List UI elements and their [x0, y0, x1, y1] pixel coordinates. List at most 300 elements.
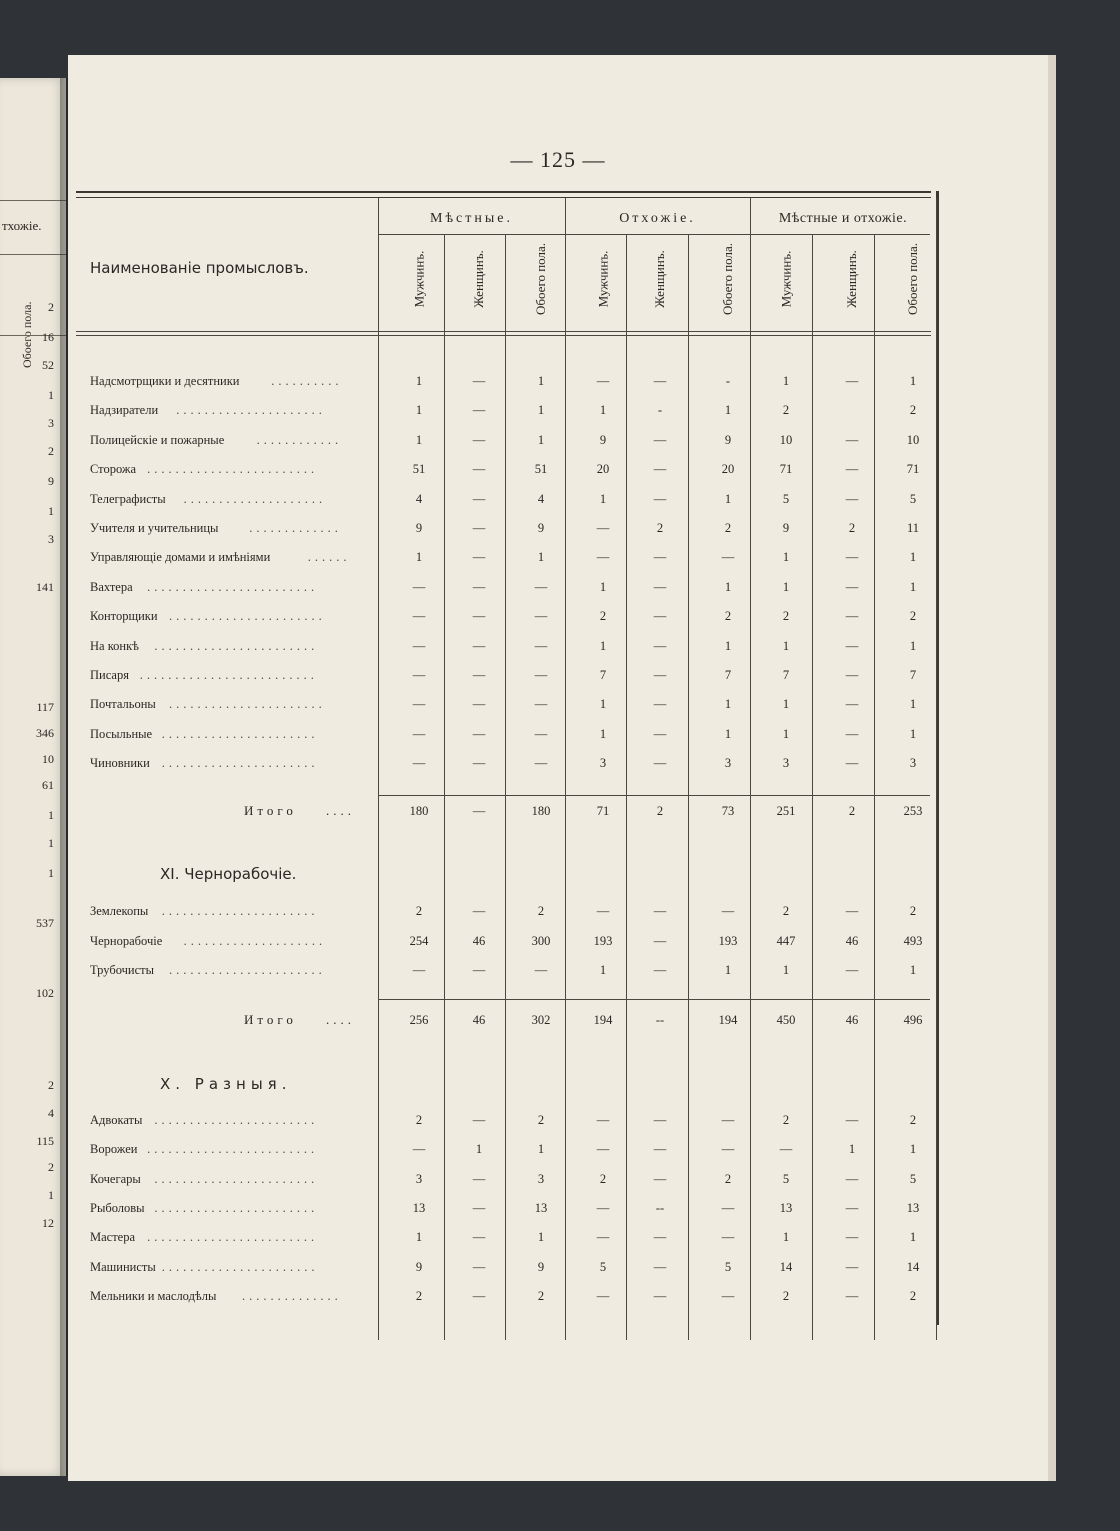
cell-value: — [845, 1259, 859, 1274]
cell-value: 1 [599, 963, 607, 977]
row-name: Адвокаты [90, 1113, 143, 1127]
cell-value: — [472, 462, 486, 477]
cell-value: 3 [599, 756, 607, 771]
row-name: Надзиратели [90, 403, 159, 418]
cell-value: — [472, 1230, 486, 1245]
total-value: 180 [409, 804, 429, 818]
total-value: 496 [903, 1013, 923, 1027]
table-row [68, 400, 1048, 422]
cell-value: — [845, 904, 859, 918]
cell-value: — [472, 1200, 486, 1215]
cell-value: — [779, 1142, 793, 1157]
cell-value: — [412, 638, 426, 653]
subtotal-rule-1 [378, 795, 930, 796]
sub-header [715, 235, 741, 323]
leader-dots: ....................... [154, 638, 319, 653]
cell-value: — [721, 1142, 735, 1157]
left-page-number: 3 [48, 416, 54, 430]
left-page-number: 141 [36, 580, 54, 594]
cell-value: -- [655, 1200, 665, 1215]
cell-value: 2 [909, 609, 917, 624]
sub-header [528, 235, 554, 323]
cell-value: — [721, 1230, 735, 1245]
cell-value: 2 [724, 609, 732, 624]
cell-value: 10 [779, 432, 793, 447]
cell-value: 493 [903, 933, 923, 948]
row-name: Вахтера [90, 579, 133, 594]
sub-header-text: Женщинъ. [844, 250, 859, 308]
cell-value: 4 [415, 491, 423, 506]
cell-value: — [653, 963, 667, 977]
cell-value: 1 [415, 403, 423, 418]
cell-value: — [472, 963, 486, 977]
cell-value: 3 [782, 756, 790, 771]
total-value: 2 [656, 804, 664, 818]
cell-value: — [534, 638, 548, 653]
cell-value: — [412, 697, 426, 712]
cell-value: — [472, 521, 486, 535]
total-label: Итого [244, 1012, 297, 1027]
sub-header [647, 235, 673, 323]
cell-value: 1 [909, 726, 917, 741]
left-page-number: 115 [36, 1134, 54, 1148]
left-page-number: 117 [36, 700, 54, 714]
left-page-number: 4 [48, 1106, 54, 1120]
cell-value: — [653, 904, 667, 918]
cell-value: 7 [599, 668, 607, 682]
cell-value: - [725, 374, 731, 388]
table-row [68, 724, 1048, 746]
cell-value: 2 [537, 1113, 545, 1127]
left-page-number: 1 [48, 836, 54, 850]
leader-dots: ....................... [154, 1113, 319, 1127]
cell-value: 46 [845, 933, 859, 948]
cell-value: 1 [415, 432, 423, 447]
left-page-number: 10 [42, 752, 54, 766]
leader-dots: ...... [307, 550, 351, 565]
left-page-fragment [0, 78, 66, 1476]
left-page-number: 102 [36, 986, 54, 1000]
cell-value: — [596, 1288, 610, 1303]
cell-value: 2 [782, 1288, 790, 1303]
cell-value: — [845, 1200, 859, 1215]
cell-value: 2 [782, 609, 790, 624]
cell-value: — [653, 609, 667, 624]
cell-value: — [845, 550, 859, 565]
cell-value: — [472, 491, 486, 506]
cell-value: 1 [909, 550, 917, 565]
group-header: Мѣстные. [430, 211, 513, 226]
cell-value: 7 [909, 668, 917, 682]
cell-value: 1 [909, 638, 917, 653]
cell-value: — [472, 1259, 486, 1274]
cell-value: 9 [724, 432, 732, 447]
sub-header-text: Обоего пола. [533, 243, 549, 315]
cell-value: 13 [412, 1200, 426, 1215]
leader-dots: ........................ [147, 1142, 319, 1157]
cell-value: — [845, 432, 859, 447]
leader-dots: .................... [183, 933, 327, 948]
cell-value: 1 [599, 638, 607, 653]
total-value: 180 [531, 804, 551, 818]
cell-value: — [653, 933, 667, 948]
table-row [68, 931, 1048, 953]
row-name: На конкѣ [90, 638, 139, 653]
sub-header-text: Мужчинъ. [411, 250, 426, 308]
cell-value: 2 [909, 904, 917, 918]
cell-value: 1 [782, 963, 790, 977]
cell-value: 9 [599, 432, 607, 447]
leader-dots: ............. [249, 521, 342, 535]
cell-value: — [472, 1113, 486, 1127]
leader-dots: ......................... [139, 668, 318, 682]
cell-value: — [653, 491, 667, 506]
cell-value: 1 [599, 491, 607, 506]
cell-value: 2 [656, 521, 664, 535]
left-page-number: 16 [42, 330, 54, 344]
cell-value: — [534, 668, 548, 682]
left-page-number: 1 [48, 504, 54, 518]
cell-value: 9 [537, 1259, 545, 1274]
cell-value: — [845, 609, 859, 624]
row-name: Конторщики [90, 609, 158, 624]
cell-value: 1 [724, 403, 732, 418]
cell-value: 1 [909, 963, 917, 977]
total-value: 194 [718, 1013, 738, 1027]
total-value: — [472, 804, 486, 818]
cell-value: — [472, 697, 486, 712]
cell-value: 9 [415, 521, 423, 535]
cell-value: — [596, 1200, 610, 1215]
left-page-number: 12 [42, 1216, 54, 1230]
cell-value: 300 [531, 933, 551, 948]
table-row [68, 753, 1048, 775]
sub-header-text: Женщинъ. [471, 250, 486, 308]
leader-dots: ........................ [147, 462, 319, 477]
cell-value: 71 [779, 462, 793, 477]
table-row [68, 1139, 1048, 1161]
cell-value: 2 [848, 521, 856, 535]
table-row [68, 459, 1048, 481]
cell-value: 1 [537, 374, 545, 388]
total-value: 46 [845, 1013, 859, 1027]
sub-header [900, 235, 926, 323]
leader-dots: ............ [256, 432, 343, 447]
cell-value: 5 [782, 491, 790, 506]
cell-value: — [534, 609, 548, 624]
cell-value: — [412, 756, 426, 771]
cell-value: 1 [724, 638, 732, 653]
row-name: Машинисты [90, 1259, 156, 1274]
cell-value: 2 [909, 1288, 917, 1303]
total-value: 71 [596, 804, 610, 818]
total-value: 46 [472, 1013, 486, 1027]
table-row [68, 1227, 1048, 1249]
cell-value: — [845, 491, 859, 506]
cell-value: 9 [415, 1259, 423, 1274]
header-bottom-rule [76, 331, 931, 332]
cell-value: — [472, 726, 486, 741]
cell-value: — [534, 756, 548, 771]
cell-value: 1 [724, 963, 732, 977]
cell-value: 1 [782, 1230, 790, 1245]
cell-value: 5 [724, 1259, 732, 1274]
table-row [68, 489, 1048, 511]
left-page-rotated-header: Обоего пола. [20, 301, 34, 368]
cell-value: — [653, 1288, 667, 1303]
cell-value: — [653, 462, 667, 477]
table-row [68, 960, 1048, 982]
sub-header-text: Женщинъ. [652, 250, 667, 308]
table-row [68, 1110, 1048, 1132]
cell-value: — [653, 1259, 667, 1274]
sub-header [466, 235, 492, 323]
cell-value: — [845, 1230, 859, 1245]
left-page-rule [0, 335, 66, 336]
cell-value: — [412, 963, 426, 977]
cell-value: 11 [906, 521, 920, 535]
row-name: Мастера [90, 1230, 136, 1245]
leader-dots: ...................... [169, 697, 326, 712]
cell-value: 4 [537, 491, 545, 506]
cell-value: — [653, 1230, 667, 1245]
cell-value: - [657, 403, 663, 418]
row-name: Управляющіе домами и имѣніями [90, 550, 271, 565]
row-name: Сторожа [90, 462, 137, 477]
left-page-number: 1 [48, 808, 54, 822]
cell-value: 1 [782, 697, 790, 712]
cell-value: — [472, 579, 486, 594]
total-label: Итого [244, 803, 297, 818]
row-name: Посыльные [90, 726, 153, 741]
left-page-number: 346 [36, 726, 54, 740]
leader-dots: ........................ [147, 579, 319, 594]
subtotal-rule-2 [378, 999, 930, 1000]
cell-value: — [472, 904, 486, 918]
cell-value: 1 [415, 550, 423, 565]
total-value: 194 [593, 1013, 613, 1027]
cell-value: 1 [537, 1142, 545, 1157]
table-row [68, 518, 1048, 540]
cell-value: — [845, 638, 859, 653]
leader-dots: ....................... [154, 1171, 319, 1186]
table-row [68, 1286, 1048, 1308]
cell-value: — [845, 1171, 859, 1186]
total-value: -- [655, 1013, 665, 1027]
total-value: 2 [848, 804, 856, 818]
sub-header-text: Обоего пола. [720, 243, 736, 315]
left-page-number: 1 [48, 388, 54, 402]
left-page-rule [0, 200, 66, 201]
total-value: 253 [903, 804, 923, 818]
cell-value: — [534, 579, 548, 594]
left-page-number: 61 [42, 778, 54, 792]
cell-value: — [721, 1113, 735, 1127]
left-page-number: 2 [48, 1160, 54, 1174]
left-page-number: 2 [48, 1078, 54, 1092]
cell-value: — [596, 1113, 610, 1127]
cell-value: 1 [724, 491, 732, 506]
cell-value: 1 [782, 579, 790, 594]
row-name: Телеграфисты [90, 491, 166, 506]
cell-value: — [845, 462, 859, 477]
name-column-header: Наименованіе промысловъ. [90, 259, 309, 277]
cell-value: 1 [599, 403, 607, 418]
leader-dots: .... [326, 1012, 355, 1027]
cell-value: 20 [596, 462, 610, 477]
table-row [68, 577, 1048, 599]
section-title-various: X. Разныя. [160, 1075, 292, 1093]
leader-dots: .............. [242, 1288, 342, 1303]
cell-value: 2 [782, 904, 790, 918]
cell-value: 1 [782, 374, 790, 388]
cell-value: 1 [909, 697, 917, 712]
cell-value: — [845, 668, 859, 682]
cell-value: 2 [415, 1288, 423, 1303]
cell-value: 3 [415, 1171, 423, 1186]
cell-value: 1 [415, 1230, 423, 1245]
cell-value: — [472, 756, 486, 771]
cell-value: — [653, 550, 667, 565]
table-row [68, 371, 1048, 393]
cell-value: 1 [909, 374, 917, 388]
cell-value: 1 [724, 579, 732, 594]
cell-value: — [596, 550, 610, 565]
cell-value: 193 [718, 933, 738, 948]
row-name: Надсмотрщики и десятники [90, 374, 240, 388]
cell-value: 13 [906, 1200, 920, 1215]
cell-value: 1 [599, 726, 607, 741]
leader-dots: .......... [271, 374, 343, 388]
cell-value: 1 [537, 1230, 545, 1245]
leader-dots: ...................... [161, 1259, 319, 1274]
cell-value: — [472, 1288, 486, 1303]
cell-value: 46 [472, 933, 486, 948]
cell-value: — [653, 697, 667, 712]
cell-value: 14 [779, 1259, 793, 1274]
cell-value: — [534, 963, 548, 977]
cell-value: 1 [782, 638, 790, 653]
leader-dots: .... [326, 803, 355, 818]
row-name: Учителя и учительницы [90, 521, 219, 535]
cell-value: 1 [599, 579, 607, 594]
cell-value: 5 [909, 1171, 917, 1186]
cell-value: 71 [906, 462, 920, 477]
cell-value: 2 [599, 609, 607, 624]
table-row [68, 430, 1048, 452]
cell-value: — [653, 1113, 667, 1127]
cell-value: 7 [782, 668, 790, 682]
left-page-header: тхожіе. [2, 218, 42, 233]
cell-value: — [845, 1113, 859, 1127]
cell-value: 5 [782, 1171, 790, 1186]
cell-value: 13 [534, 1200, 548, 1215]
cell-value: 447 [776, 933, 796, 948]
table-row [68, 1169, 1048, 1191]
left-page-number: 9 [48, 474, 54, 488]
cell-value: 2 [724, 1171, 732, 1186]
cell-value: 5 [599, 1259, 607, 1274]
leader-dots: ........................ [147, 1230, 319, 1245]
cell-value: — [721, 904, 735, 918]
cell-value: 1 [475, 1142, 483, 1157]
total-value: 73 [721, 804, 735, 818]
cell-value: 2 [909, 1113, 917, 1127]
cell-value: — [845, 374, 859, 388]
table-row [68, 606, 1048, 628]
left-page-number: 537 [36, 916, 54, 930]
cell-value: — [472, 374, 486, 388]
cell-value: — [412, 579, 426, 594]
cell-value: 2 [599, 1171, 607, 1186]
row-name: Рыболовы [90, 1200, 145, 1215]
table-row [68, 694, 1048, 716]
sub-header-text: Мужчинъ. [595, 250, 610, 308]
cell-value: 1 [537, 403, 545, 418]
left-page-number: 3 [48, 532, 54, 546]
cell-value: — [653, 1171, 667, 1186]
cell-value: — [472, 1171, 486, 1186]
cell-value: 9 [537, 521, 545, 535]
cell-value: 51 [534, 462, 548, 477]
document-page [68, 55, 1048, 1481]
table-top-rule [76, 191, 931, 193]
cell-value: — [653, 579, 667, 594]
cell-value: 5 [909, 491, 917, 506]
cell-value: — [845, 756, 859, 771]
cell-value: — [596, 1230, 610, 1245]
table-row [68, 547, 1048, 569]
page-edge [1048, 55, 1056, 1481]
cell-value: 193 [593, 933, 613, 948]
left-page-number: 2 [48, 300, 54, 314]
cell-value: — [472, 609, 486, 624]
cell-value: — [534, 726, 548, 741]
cell-value: — [412, 726, 426, 741]
cell-value: — [596, 521, 610, 535]
cell-value: 1 [724, 726, 732, 741]
cell-value: — [721, 1200, 735, 1215]
cell-value: — [653, 432, 667, 447]
cell-value: 1 [537, 432, 545, 447]
sub-header-text: Обоего пола. [905, 243, 921, 315]
table-row [68, 665, 1048, 687]
left-page-number: 1 [48, 1188, 54, 1202]
cell-value: 3 [537, 1171, 545, 1186]
cell-value: — [845, 726, 859, 741]
cell-value: 1 [782, 550, 790, 565]
cell-value: — [845, 963, 859, 977]
cell-value: — [653, 668, 667, 682]
cell-value: 7 [724, 668, 732, 682]
cell-value: 3 [909, 756, 917, 771]
cell-value: — [472, 432, 486, 447]
cell-value: 2 [782, 403, 790, 418]
total-value: 256 [409, 1013, 429, 1027]
sub-header [839, 235, 865, 323]
cell-value: 1 [415, 374, 423, 388]
table-top-rule-thin [76, 197, 931, 198]
cell-value: — [653, 374, 667, 388]
cell-value: 254 [409, 933, 429, 948]
leader-dots: .................... [183, 491, 327, 506]
left-page-rule [0, 254, 66, 255]
cell-value: — [412, 1142, 426, 1157]
cell-value: 2 [782, 1113, 790, 1127]
cell-value: 20 [721, 462, 735, 477]
cell-value: 2 [909, 403, 917, 418]
cell-value: — [653, 726, 667, 741]
